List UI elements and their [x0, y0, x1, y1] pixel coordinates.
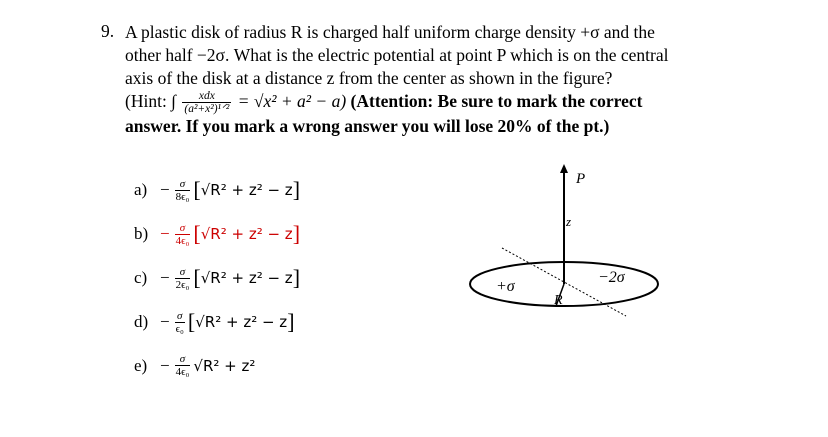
option-denominator: 4ϵ₀ — [175, 366, 190, 378]
option-label: e) — [134, 355, 148, 375]
disk-diagram — [460, 160, 670, 320]
answer-option[interactable] — [134, 309, 295, 335]
question-line-3: axis of the disk at a distance z from the center as shown in the figure? — [125, 68, 613, 88]
answer-option[interactable] — [134, 353, 255, 378]
option-label: a) — [134, 180, 148, 199]
left-bracket: [ — [193, 265, 201, 290]
option-fraction — [175, 222, 191, 247]
right-bracket: ] — [292, 265, 301, 290]
option-label: d) — [134, 312, 149, 331]
right-charge-label: −2σ — [598, 269, 625, 286]
option-denominator: 2ϵ₀ — [175, 278, 190, 291]
minus-sign: − — [160, 355, 170, 375]
hint-denominator: (a²+x²)¹ᐟ² — [184, 103, 230, 116]
attention-text: (Attention: Be sure to mark the correct — [350, 91, 643, 111]
hint-numerator: xdx — [182, 90, 231, 103]
option-denominator: ϵ₀ — [175, 322, 184, 335]
option-denominator: 8ϵ₀ — [175, 190, 190, 203]
option-fraction — [175, 266, 191, 291]
option-expression: √R² + z² − z — [195, 313, 288, 331]
radius-label: R — [554, 293, 563, 308]
option-numerator: σ — [175, 310, 185, 323]
answer-option[interactable] — [134, 177, 300, 203]
hint-rhs: = √x² + a² − a) — [237, 91, 347, 111]
option-expression: √R² + z² − z — [200, 225, 293, 243]
question-line-5: answer. If you mark a wrong answer you will lose 20% of the pt.) — [125, 116, 610, 137]
question-line-2: other half −2σ. What is the electric potential at point P which is on the central — [125, 45, 669, 65]
answer-option[interactable] — [134, 265, 300, 291]
right-bracket: ] — [292, 221, 301, 246]
minus-sign: − — [160, 268, 170, 287]
option-expression: √R² + z² − z — [200, 269, 293, 287]
option-denominator: 4ϵ₀ — [175, 234, 190, 247]
option-label: b) — [134, 224, 149, 243]
left-charge-label: +σ — [496, 278, 515, 295]
option-numerator: σ — [175, 353, 191, 366]
disk-figure — [460, 160, 670, 320]
right-bracket: ] — [292, 177, 301, 202]
axis-z-label: z — [566, 214, 572, 229]
option-label: c) — [134, 268, 148, 287]
option-fraction — [175, 178, 191, 203]
option-numerator: σ — [175, 222, 191, 235]
hint-prefix: (Hint: ∫ — [125, 91, 176, 111]
hint-line — [125, 90, 735, 115]
axis-arrow-icon — [560, 164, 568, 173]
option-expression: √R² + z² — [193, 356, 256, 375]
option-numerator: σ — [175, 178, 191, 191]
question-line-1: A plastic disk of radius R is charged half uniform charge density +σ and the — [125, 22, 655, 42]
question-text — [125, 21, 735, 138]
option-fraction — [175, 310, 185, 335]
answer-option[interactable] — [134, 221, 300, 247]
right-bracket: ] — [287, 309, 295, 334]
option-expression: √R² + z² − z — [200, 181, 293, 199]
left-bracket: [ — [193, 177, 201, 202]
minus-sign: − — [160, 224, 170, 243]
hint-fraction — [182, 90, 231, 115]
point-p-label: P — [576, 171, 586, 187]
left-bracket: [ — [193, 221, 201, 246]
question-number: 9. — [101, 21, 115, 41]
option-fraction — [175, 353, 191, 378]
option-numerator: σ — [175, 266, 191, 279]
left-bracket: [ — [187, 309, 196, 334]
minus-sign: − — [160, 180, 170, 199]
minus-sign: − — [160, 312, 170, 331]
